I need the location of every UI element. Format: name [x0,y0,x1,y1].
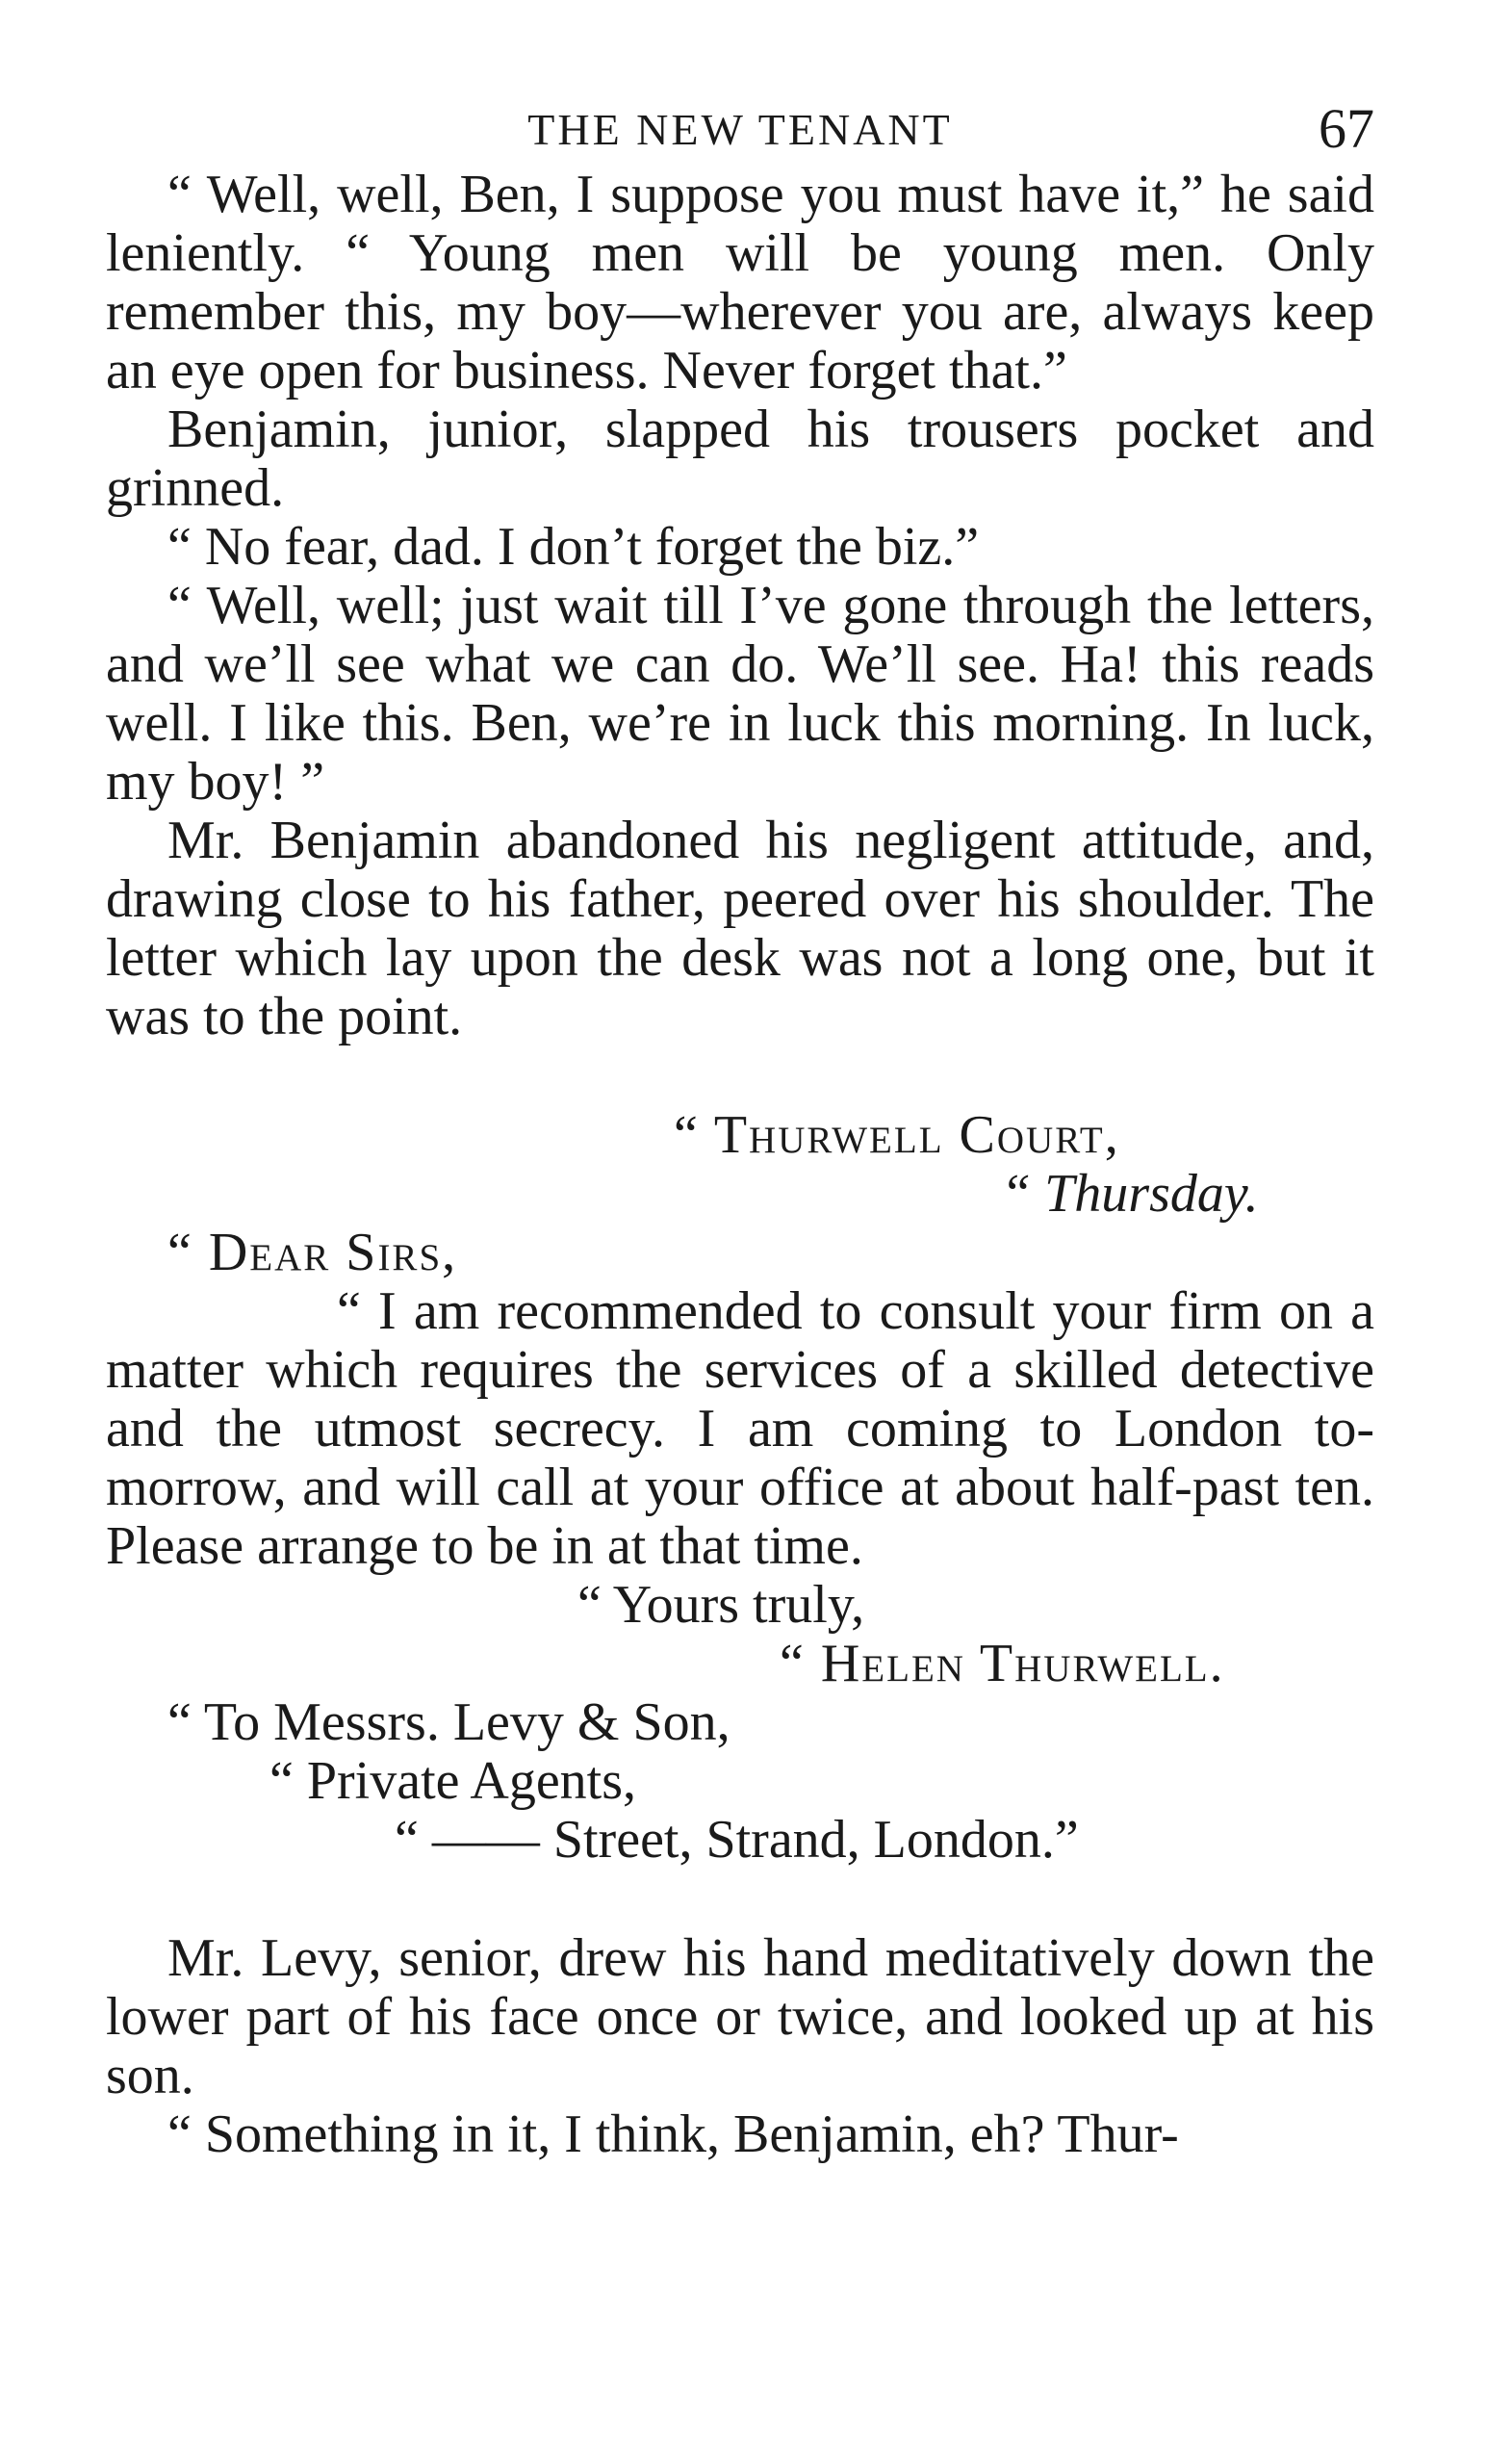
book-page [106,97,1374,2164]
paragraph: Mr. Benjamin abandoned his negligent attitude, and, drawing close to his father, peered over his shoulder. The letter which lay upon the desk was not a long one, but it was to the point. [106,811,1374,1046]
spacer [106,1046,1374,1106]
paragraph: “ Well, well, Ben, I suppose you must have it,” he said leniently. “ Young men will be young men. Only remember this, my boy—wherever you are, always keep an eye open for business. Never forget that.” [106,165,1374,400]
letter-salutation: “ Dear Sirs, [167,1223,458,1282]
letter-recipient-line: “ Private Agents, [269,1751,637,1811]
paragraph: “ Something in it, I think, Benjamin, eh? Thur- [167,2104,1179,2164]
letter-address: “ Thurwell Court, [674,1105,1120,1165]
letter-recipient-line: “ To Messrs. Levy & Son, [167,1692,730,1752]
paragraph: Benjamin, junior, slapped his trousers pocket and grinned. [106,400,1374,518]
paragraph: Mr. Levy, senior, drew his hand meditatively down the lower part of his face once or twice, and looked up at his son. [106,1928,1374,2105]
page-number: 67 [1319,97,1374,160]
letter-body: “ I am recommended to consult your firm on a matter which requires the services of a skilled detective and the utmost secrecy. I am coming to London to-morrow, and will call at your office at about half-past ten. Please arrange to be in at that time. [106,1281,1374,1576]
letter-recipient-line: “ —— Street, Strand, London.” [395,1810,1079,1870]
paragraph: “ Well, well; just wait till I’ve gone through the letters, and we’ll see what we can do. We’ll see. Ha! this reads well. I like this. Ben, we’re in luck this morning. In luck, my boy! ” [106,576,1374,812]
letter-date: “ Thursday. [1001,1164,1259,1224]
spacer [106,1870,1374,1929]
page-text [106,166,1374,2164]
running-title: THE NEW TENANT [527,105,953,154]
paragraph: “ No fear, dad. I don’t forget the biz.” [167,517,980,577]
page-header [106,97,1374,166]
letter-signature: “ Helen Thurwell. [780,1634,1225,1693]
letter-closing: “ Yours truly, [577,1575,865,1635]
